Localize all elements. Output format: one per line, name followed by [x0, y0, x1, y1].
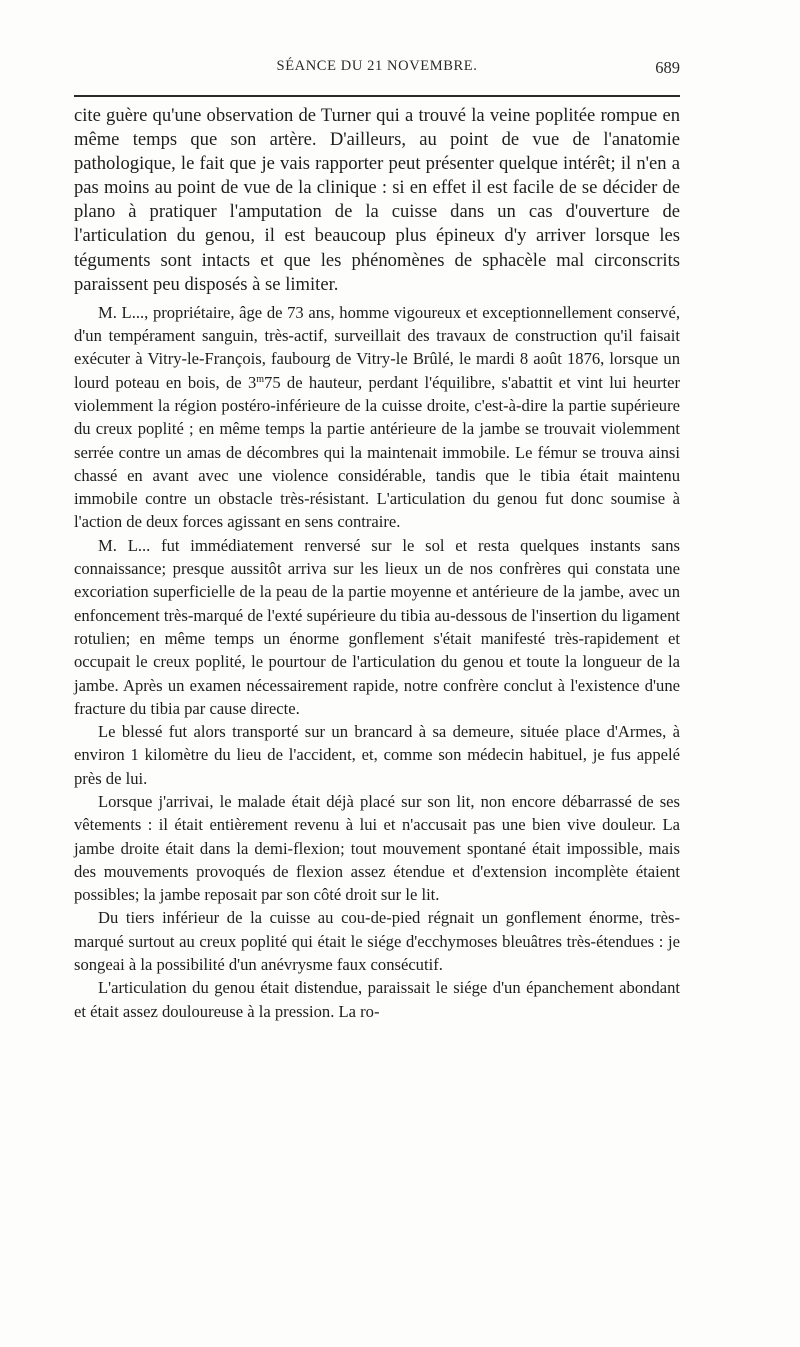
paragraph-2-part2: 75 de hauteur, perdant l'équilibre, s'abattit et vint lui heurter violemment la région postéro-inférieure de la cuisse droite, c'est-à-dire la partie supérieure du creux poplité ; en même temps la partie antérieure de la jambe se trouvait violemment serrée contre un amas de décombres qui la maintenait immobile. Le fémur se trouva ainsi chassé en avant avec une violence considérable, tandis que le tibia était maintenu immobile contre un obstacle très-résistant. L'articulation du genou fut donc soumise à l'action de deux forces agissant en sens contraire.	[74, 372, 681, 532]
running-head: SÉANCE DU 21 NOVEMBRE.	[276, 58, 478, 74]
paragraph-2-part1: M. L..., propriétaire, âge de 73 ans, homme vigoureux et exceptionnellement conservé, d'un tempérament sanguin, très-actif, surveillait des travaux de construction qu'il faisait exécuter à Vitry-le-François, faubourg de Vitry-le Brûlé, le mardi 8 août 1876, lorsque un lourd poteau en bois, de 3	[74, 302, 680, 392]
paragraph-3: M. L... fut immédiatement renversé sur le sol et resta quelques instants sans connaissance; presque aussitôt arriva sur les lieux un de nos confrères qui constata une excoriation superficielle de la peau de la partie moyenne et antérieure de la jambe, avec un enfoncement très-marqué de l'exté supérieure du tibia au-dessous de l'insertion du ligament rotulien; en même temps un énorme gonflement s'était manifesté très-rapidement et occupait le creux poplité, le pourtour de l'articulation du genou et toute la longueur de la jambe. Après un examen nécessairement rapide, notre confrère conclut à l'existence d'une fracture du tibia par cause directe.	[74, 535, 680, 718]
header-rule	[74, 95, 680, 97]
unit-superscript: m	[256, 373, 265, 385]
paragraph-1: cite guère qu'une observation de Turner qui a trouvé la veine poplitée rompue en même temps que son artère. D'ailleurs, au point de vue de l'anatomie pathologique, le fait que je vais rapporter peut présenter quelque intérêt; il n'en a pas moins au point de vue de la clinique : si en effet il est facile de se décider de plano à pratiquer l'amputation de la cuisse dans un cas d'ouverture de l'articulation du genou, il est beaucoup plus épineux d'y arriver lorsque les téguments sont intacts et que les phénomènes de sphacèle mal circonscrits paraissent peu disposés à se limiter.	[74, 105, 680, 295]
body-text	[74, 104, 680, 1023]
paragraph-4: Le blessé fut alors transporté sur un brancard à sa demeure, située place d'Armes, à environ 1 kilomètre du lieu de l'accident, et, comme son médecin habituel, je fus appelé près de lui.	[74, 722, 680, 788]
page-number: 689	[655, 58, 680, 77]
paragraph-7: L'articulation du genou était distendue, paraissait le siége d'un épanchement abondant et était assez douloureuse à la pression. La ro-	[74, 978, 680, 1021]
paragraph-5: Lorsque j'arrivai, le malade était déjà placé sur son lit, non encore débarrassé de ses vêtements : il était entièrement revenu à lui et n'accusait pas une bien vive douleur. La jambe droite était dans la demi-flexion; tout mouvement spontané était impossible, mais des mouvements provoqués de flexion assez étendue et d'extension incomplète étaient possibles; la jambe reposait par son côté droit sur le lit.	[74, 791, 680, 905]
paragraph-6: Du tiers inférieur de la cuisse au cou-de-pied régnait un gonflement énorme, très-marqué surtout au creux poplité qui était le siége d'ecchymoses bleuâtres très-étendues : je songeai à la possibilité d'un anévrysme faux consécutif.	[74, 908, 680, 975]
page-header	[74, 58, 680, 84]
paragraph-2	[74, 301, 680, 534]
